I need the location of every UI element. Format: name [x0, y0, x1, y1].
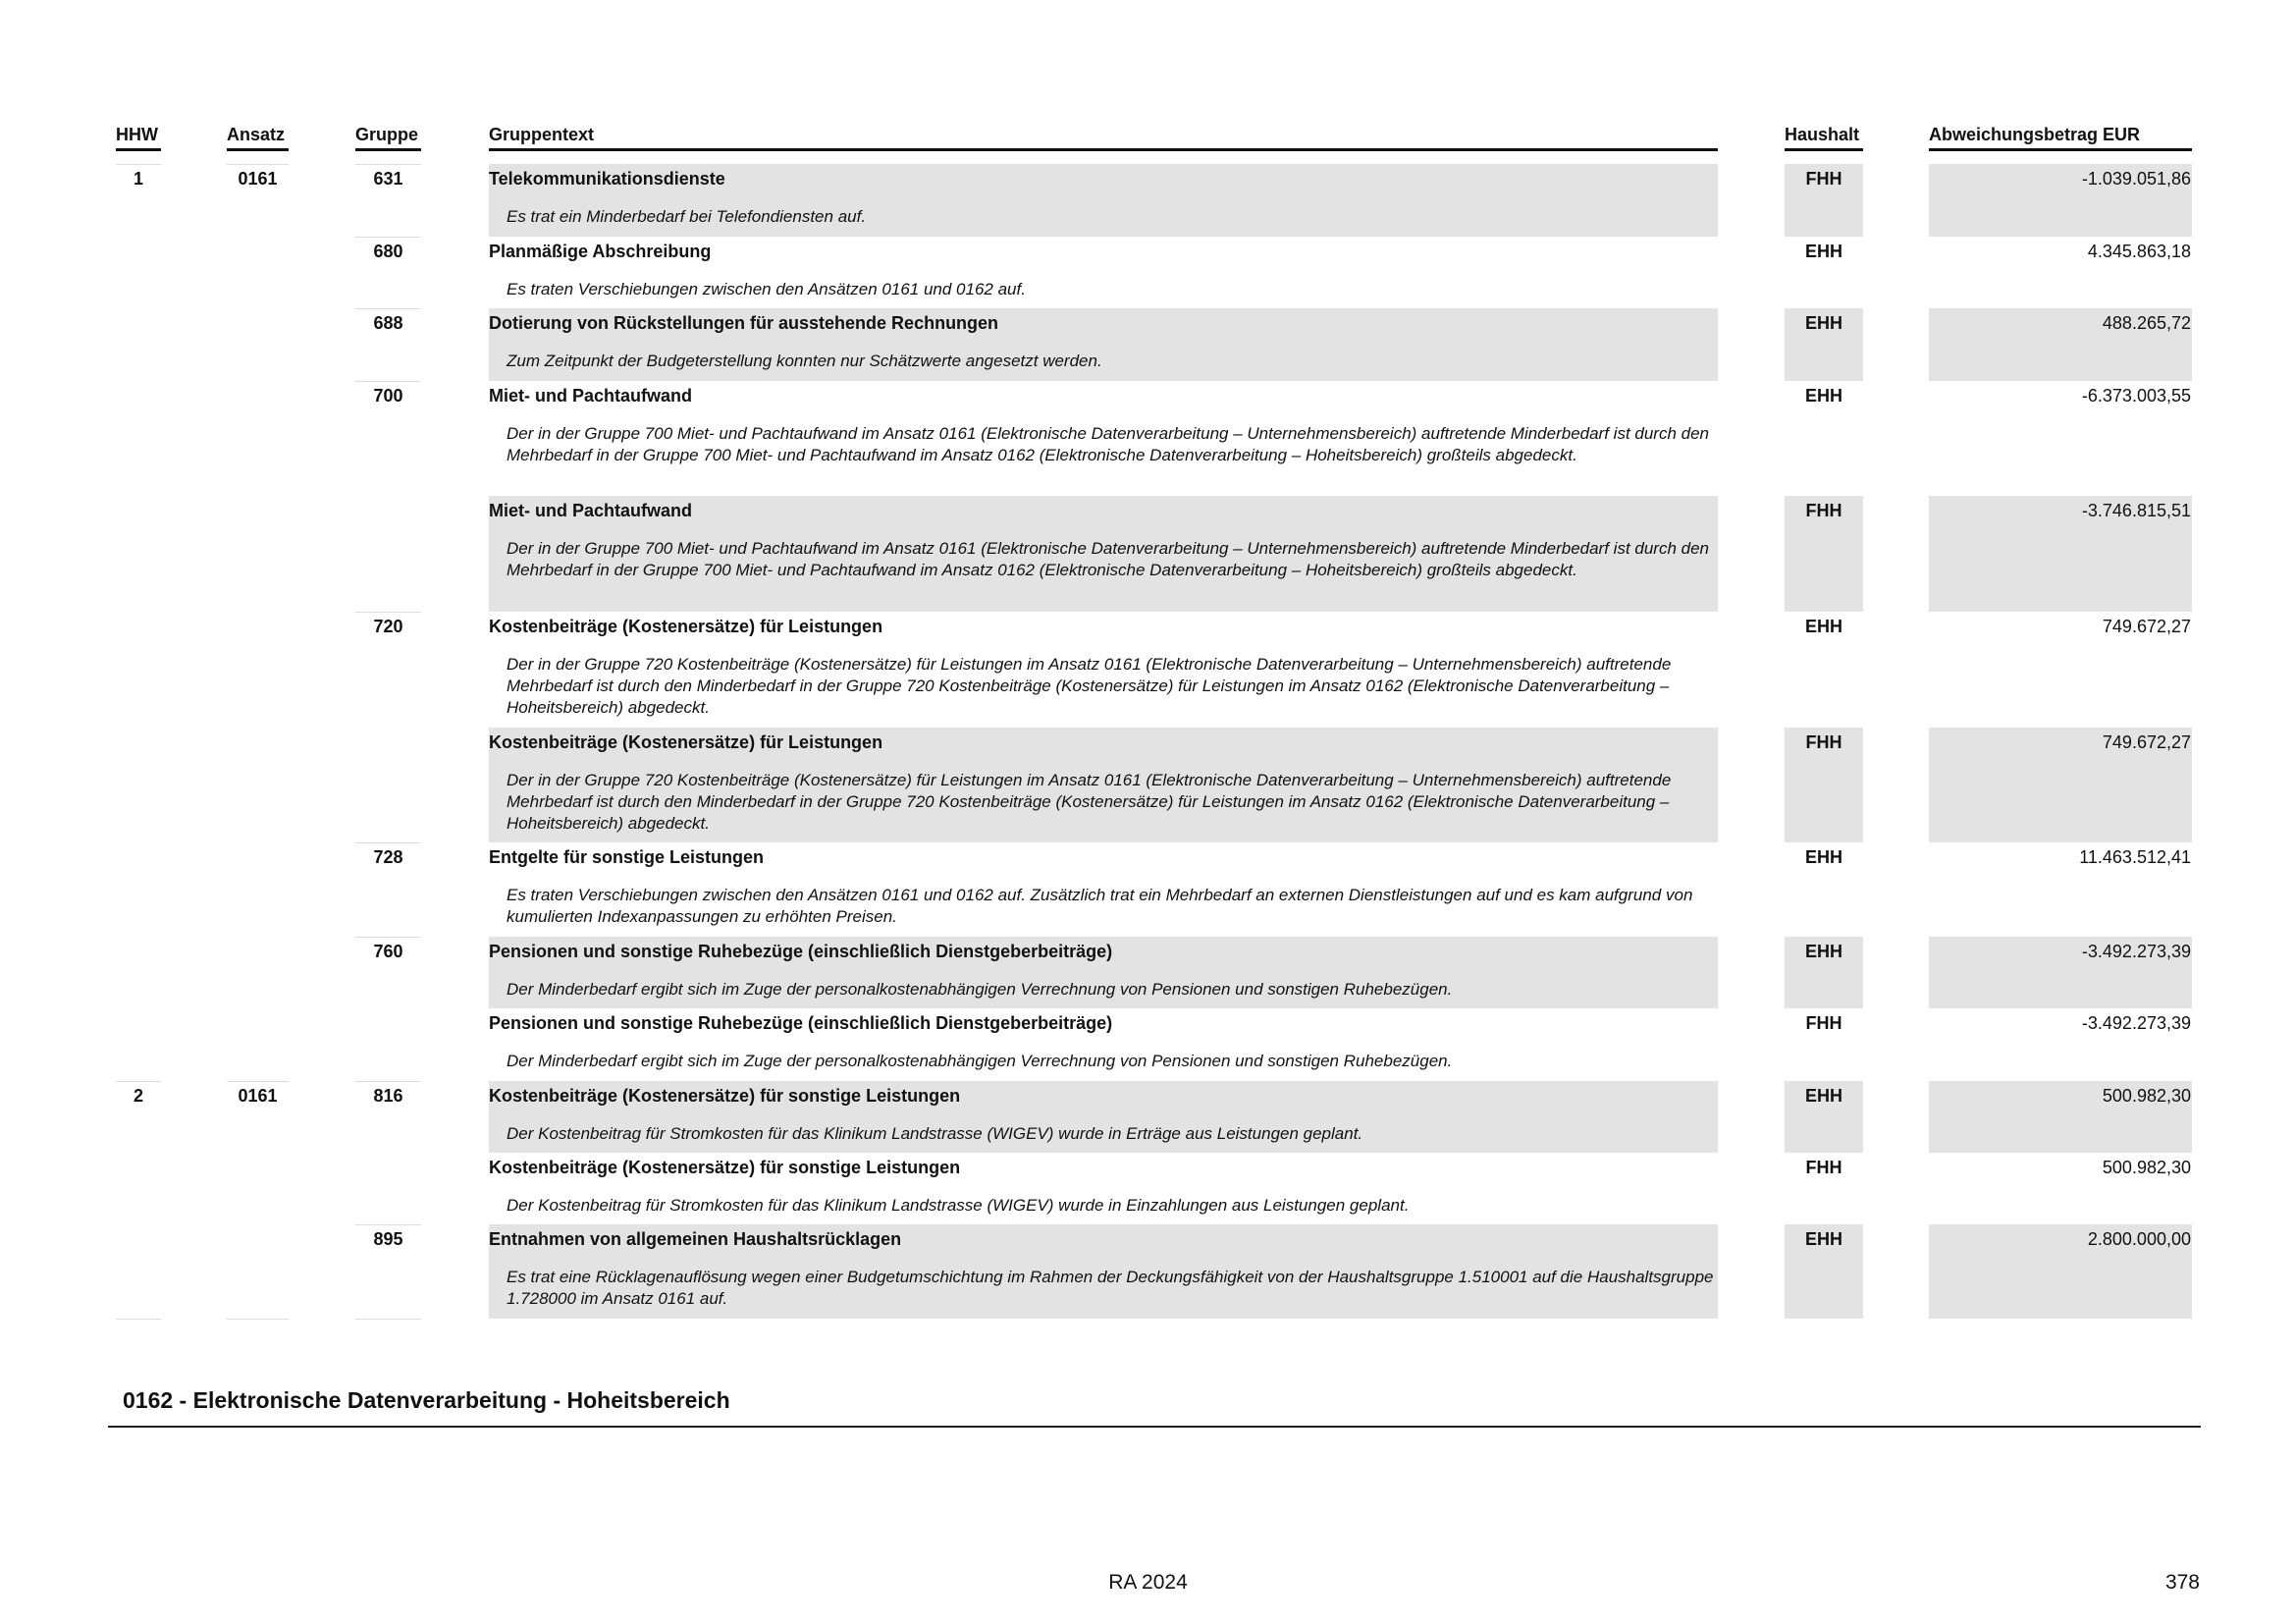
- gruppe-cell: 688: [373, 313, 403, 333]
- group-title: Miet- und Pachtaufwand: [489, 386, 692, 406]
- header-haushalt: Haushalt: [1785, 125, 1860, 144]
- row-separator: [355, 842, 421, 843]
- row-separator: [227, 1081, 289, 1082]
- gruppe-cell: 728: [373, 847, 403, 867]
- haushalt-cell: FHH: [1805, 732, 1842, 752]
- amount-cell: -3.492.273,39: [2081, 942, 2191, 961]
- group-title: Dotierung von Rückstellungen für ausstehende Rechnungen: [489, 313, 999, 333]
- gruppe-cell: 631: [373, 169, 403, 189]
- group-title: Kostenbeiträge (Kostenersätze) für Leistungen: [489, 617, 883, 636]
- amount-cell: 4.345.863,18: [2087, 242, 2191, 261]
- row-separator: [116, 1081, 161, 1082]
- group-description: Der Kostenbeitrag für Stromkosten für das Klinikum Landstrasse (WIGEV) wurde in Erträge aus Leistungen geplant.: [507, 1124, 1363, 1143]
- gruppe-cell: 816: [373, 1086, 403, 1106]
- haushalt-cell: FHH: [1805, 1013, 1842, 1033]
- row-separator: [116, 1319, 161, 1320]
- haushalt-cell: FHH: [1805, 501, 1842, 520]
- header-underline: [116, 148, 161, 151]
- group-description: Der Minderbedarf ergibt sich im Zuge der personalkostenabhängigen Verrechnung von Pensionen und sonstigen Ruhebezügen.: [507, 1052, 1453, 1070]
- amount-cell: -3.746.815,51: [2081, 501, 2191, 520]
- hhw-cell: 1: [133, 169, 143, 189]
- haushalt-cell: EHH: [1804, 847, 1842, 867]
- group-description: Der in der Gruppe 700 Miet- und Pachtaufwand im Ansatz 0161 (Elektronische Datenverarbeitung – Unternehmensbereich) auftretende Minderbedarf ist durch den Mehrbedarf in der Gruppe 700 Miet- und Pachtaufwand im Ansatz 0162 (Elektronische Datenverarbeitung – Hoheitsbereich) großteils abgedeckt.: [507, 424, 1710, 464]
- row-separator: [355, 612, 421, 613]
- row-separator: [355, 164, 421, 165]
- amount-cell: 749.672,27: [2102, 732, 2191, 752]
- group-description: Zum Zeitpunkt der Budgeterstellung konnten nur Schätzwerte angesetzt werden.: [507, 352, 1102, 370]
- amount-cell: 500.982,30: [2102, 1086, 2191, 1106]
- haushalt-cell: EHH: [1804, 313, 1842, 333]
- group-title: Planmäßige Abschreibung: [489, 242, 712, 261]
- group-description: Der Minderbedarf ergibt sich im Zuge der personalkostenabhängigen Verrechnung von Pensionen und sonstigen Ruhebezügen.: [507, 980, 1453, 999]
- group-title: Entnahmen von allgemeinen Haushaltsrücklagen: [489, 1229, 902, 1249]
- row-separator: [227, 1319, 289, 1320]
- page-number: 378: [2164, 1571, 2200, 1594]
- group-title: Kostenbeiträge (Kostenersätze) für Leistungen: [489, 732, 883, 752]
- ansatz-cell: 0161: [238, 169, 278, 189]
- amount-cell: 11.463.512,41: [2079, 847, 2191, 867]
- group-description: Es traten Verschiebungen zwischen den Ansätzen 0161 und 0162 auf. Zusätzlich trat ein Mehrbedarf an externen Dienstleistungen auf und es kam aufgrund von kumulierten Indexanpassungen zu erhöhten Preisen.: [507, 886, 1693, 926]
- group-title: Kostenbeiträge (Kostenersätze) für sonstige Leistungen: [489, 1086, 961, 1106]
- group-title: Entgelte für sonstige Leistungen: [489, 847, 765, 867]
- row-separator: [355, 1224, 421, 1225]
- header-underline: [227, 148, 289, 151]
- haushalt-cell: FHH: [1805, 169, 1842, 189]
- header-underline: [489, 148, 1718, 151]
- header-underline: [355, 148, 421, 151]
- haushalt-cell: EHH: [1804, 242, 1842, 261]
- group-description: Der Kostenbeitrag für Stromkosten für das Klinikum Landstrasse (WIGEV) wurde in Einzahlungen aus Leistungen geplant.: [507, 1196, 1410, 1215]
- group-description: Es traten Verschiebungen zwischen den Ansätzen 0161 und 0162 auf.: [507, 280, 1026, 298]
- haushalt-cell: EHH: [1804, 942, 1842, 961]
- haushalt-cell: EHH: [1804, 1229, 1842, 1249]
- header-gruppe: Gruppe: [355, 125, 419, 144]
- amount-cell: 749.672,27: [2102, 617, 2191, 636]
- section-title: 0162 - Elektronische Datenverarbeitung - Hoheitsbereich: [123, 1387, 730, 1413]
- group-description: Der in der Gruppe 700 Miet- und Pachtaufwand im Ansatz 0161 (Elektronische Datenverarbeitung – Unternehmensbereich) auftretende Minderbedarf ist durch den Mehrbedarf in der Gruppe 700 Miet- und Pachtaufwand im Ansatz 0162 (Elektronische Datenverarbeitung – Hoheitsbereich) großteils abgedeckt.: [507, 539, 1710, 579]
- row-separator: [355, 381, 421, 382]
- group-description: Es trat ein Minderbedarf bei Telefondiensten auf.: [507, 207, 867, 226]
- gruppe-cell: 760: [373, 942, 403, 961]
- group-description: Der in der Gruppe 720 Kostenbeiträge (Kostenersätze) für Leistungen im Ansatz 0161 (Elektronische Datenverarbeitung – Unternehmensbereich) auftretende Mehrbedarf ist durch den Minderbedarf in der Gruppe 720 Kostenbeiträge (Kostenersätze) für Leistungen im Ansatz 0162 (Elektronische Datenverarbeitung – Hoheitsbereich) abgedeckt.: [507, 771, 1672, 833]
- header-gruppentext: Gruppentext: [489, 125, 595, 144]
- amount-cell: 500.982,30: [2102, 1158, 2191, 1177]
- row-separator: [355, 237, 421, 238]
- haushalt-cell: EHH: [1804, 386, 1842, 406]
- amount-cell: -6.373.003,55: [2081, 386, 2191, 406]
- haushalt-cell: EHH: [1804, 1086, 1842, 1106]
- row-separator: [116, 164, 161, 165]
- header-ansatz: Ansatz: [227, 125, 286, 144]
- hhw-cell: 2: [133, 1086, 143, 1106]
- ansatz-cell: 0161: [238, 1086, 278, 1106]
- amount-cell: -3.492.273,39: [2081, 1013, 2191, 1033]
- group-title: Pensionen und sonstige Ruhebezüge (einschließlich Dienstgeberbeiträge): [489, 942, 1113, 961]
- amount-cell: 488.265,72: [2102, 313, 2191, 333]
- group-description: Der in der Gruppe 720 Kostenbeiträge (Kostenersätze) für Leistungen im Ansatz 0161 (Elektronische Datenverarbeitung – Unternehmensbereich) auftretende Mehrbedarf ist durch den Minderbedarf in der Gruppe 720 Kostenbeiträge (Kostenersätze) für Leistungen im Ansatz 0162 (Elektronische Datenverarbeitung – Hoheitsbereich) abgedeckt.: [507, 655, 1672, 717]
- row-separator: [355, 308, 421, 309]
- header-underline: [1785, 148, 1863, 151]
- gruppe-cell: 720: [373, 617, 403, 636]
- amount-cell: 2.800.000,00: [2087, 1229, 2191, 1249]
- haushalt-cell: FHH: [1805, 1158, 1842, 1177]
- group-title: Kostenbeiträge (Kostenersätze) für sonstige Leistungen: [489, 1158, 961, 1177]
- row-separator: [355, 937, 421, 938]
- header-underline: [1929, 148, 2192, 151]
- gruppe-cell: 895: [373, 1229, 403, 1249]
- header-hhw: HHW: [116, 125, 158, 144]
- amount-cell: -1.039.051,86: [2081, 169, 2191, 189]
- header-abweichung: Abweichungsbetrag EUR: [1929, 125, 2141, 144]
- row-separator: [355, 1081, 421, 1082]
- section-divider: [108, 1426, 2201, 1428]
- row-separator: [355, 1319, 421, 1320]
- group-title: Pensionen und sonstige Ruhebezüge (einschließlich Dienstgeberbeiträge): [489, 1013, 1113, 1033]
- group-title: Telekommunikationsdienste: [489, 169, 725, 189]
- row-separator: [227, 164, 289, 165]
- gruppe-cell: 700: [373, 386, 403, 406]
- gruppe-cell: 680: [373, 242, 403, 261]
- group-description: Es trat eine Rücklagenauflösung wegen einer Budgetumschichtung im Rahmen der Deckungsfähigkeit von der Haushaltsgruppe 1.510001 auf die Haushaltsgruppe 1.728000 im Ansatz 0161 auf.: [507, 1268, 1714, 1308]
- haushalt-cell: EHH: [1804, 617, 1842, 636]
- footer-report: RA 2024: [1108, 1571, 1188, 1594]
- group-title: Miet- und Pachtaufwand: [489, 501, 692, 520]
